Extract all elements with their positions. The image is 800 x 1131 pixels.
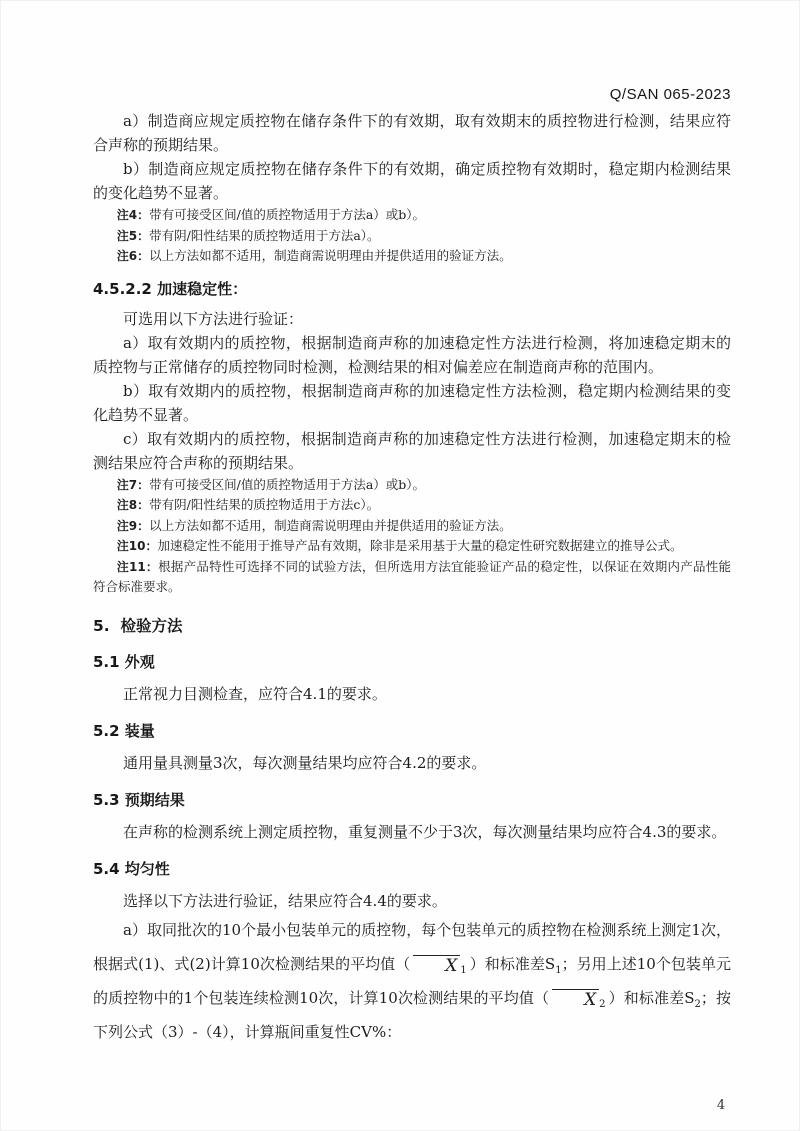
body-paragraph: a）制造商应规定质控物在储存条件下的有效期，取有效期末的质控物进行检测，结果应符合声称的预期结果。 [93,112,731,154]
note-paragraph: 注5：带有阴/阳性结果的质控物适用于方法a）。 [116,227,380,243]
note-label: 注9： [116,518,150,533]
x-bar-mean-symbol: X $_2$ [552,989,605,1007]
document-body [93,109,731,1049]
body-paragraph: 通用量具测量3次，每次测量结果均应符合4.2的要求。 [123,753,487,772]
x-bar-mean-symbol: X $_1$ [413,955,466,973]
body-paragraph: c）取有效期内的质控物，根据制造商声称的加速稳定性方法进行检测，加速稳定期末的检测结果应符合声称的预期结果。 [93,429,731,472]
body-paragraph: b）制造商应规定质控物在储存条件下的有效期，确定质控物有效期时，稳定期内检测结果的变化趋势不显著。 [93,160,731,202]
clause-heading: 4.5.2.2 加速稳定性： [93,279,248,298]
note-paragraph: 注7：带有可接受区间/值的质控物适用于方法a）或b）。 [116,476,426,492]
note-label: 注10： [116,539,158,553]
document-content [93,86,731,1049]
note-label: 注5： [116,228,150,243]
body-paragraph: a）取有效期内的质控物，根据制造商声称的加速稳定性方法进行检测，将加速稳定期末的质控物与正常储存的质控物同时检测，检测结果的相对偏差应在制造商声称的范围内。 [93,333,731,376]
page-number: 4 [716,1098,726,1113]
note-label: 注11： [116,559,159,574]
section-heading: 5.3 预期结果 [93,790,185,809]
subscript: 1 [555,964,562,976]
note-paragraph: 注9：以上方法如都不适用，制造商需说明理由并提供适用的验证方法。 [116,517,512,533]
body-paragraph: b）取有效期内的质控物，根据制造商声称的加速稳定性方法检测，稳定期内检测结果的变化趋势不显著。 [93,381,731,424]
note-paragraph: 注4：带有可接受区间/值的质控物适用于方法a）或b）。 [116,207,426,222]
note-paragraph: 注10：加速稳定性不能用于推导产品有效期，除非是采用基于大量的稳定性研究数据建立的推导公式。 [116,538,683,553]
body-paragraph: 正常视力目测检查，应符合4.1的要求。 [123,684,387,703]
body-paragraph: 选择以下方法进行验证，结果应符合4.4的要求。 [123,891,447,910]
note-label: 注7： [116,477,150,492]
note-label: 注8： [116,498,150,512]
formula-paragraph: a）取同批次的10个最小包装单元的质控物，每个包装单元的质控物在检测系统上测定1次，根据式(1)、式(2)计算10次检测结果的平均值（ X $_1$ ）和标准差$S_1$；另用上述10个包装单元的质控物中的1个包装连续检测10次，计算10次检测结果的平均值（ X $_2$ ）和标准差$S_2$；按下列公式（3）-（4），计算瓶间重复性CV%： [93,920,732,1041]
note-paragraph: 注11：根据产品特性可选择不同的试验方法，但所选用方法宜能验证产品的稳定性，以保证在效期内产品性能符合标准要求。 [93,558,731,594]
section-heading: 5.1 外观 [93,652,155,671]
subscript: 2 [694,998,701,1010]
section-heading: 5.4 均匀性 [93,859,170,878]
chapter-heading: 5. 检验方法 [93,616,183,635]
standard-number-header: Q/SAN 065-2023 [609,86,731,103]
body-paragraph: 在声称的检测系统上测定质控物，重复测量不少于3次，每次测量结果均应符合4.3的要求。 [123,822,727,841]
note-paragraph: 注6：以上方法如都不适用，制造商需说明理由并提供适用的验证方法。 [116,248,512,263]
note-paragraph: 注8：带有阴/阳性结果的质控物适用于方法c）。 [116,497,380,512]
section-heading: 5.2 装量 [93,721,155,740]
body-paragraph: 可选用以下方法进行验证： [123,309,304,328]
note-label: 注4： [116,208,150,222]
note-label: 注6： [116,249,150,263]
